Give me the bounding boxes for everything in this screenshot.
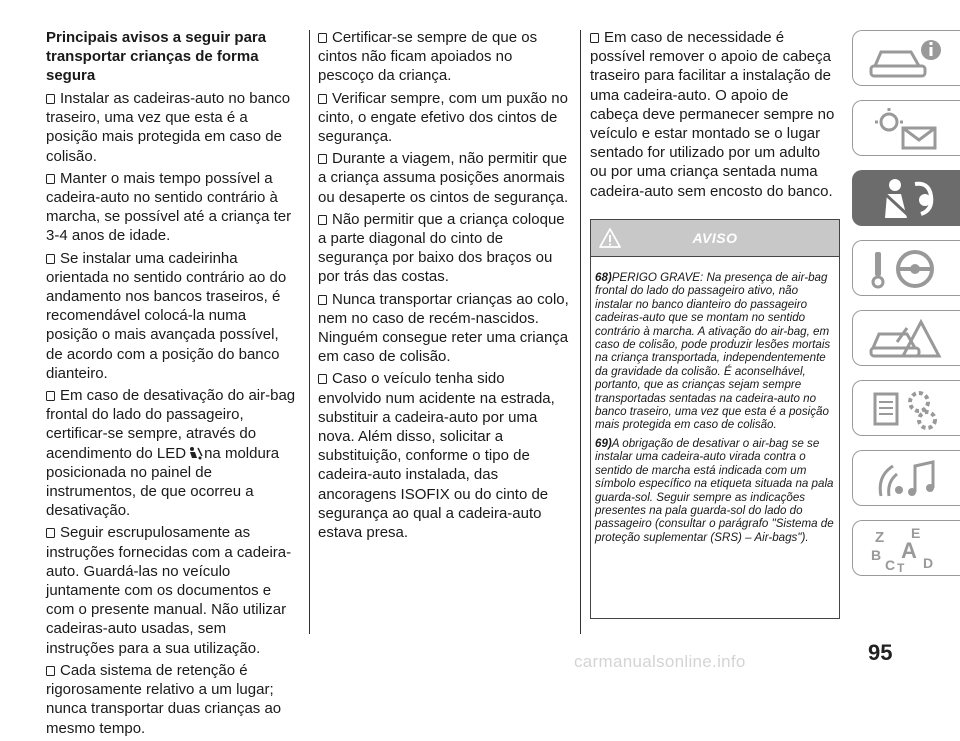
paragraph: Instalar as cadeiras-auto no banco traseiro, uma vez que esta é a posição mais protegida em caso de colisão.	[46, 90, 291, 165]
column-2	[318, 28, 570, 545]
index-letter: B	[871, 547, 882, 563]
column-3	[590, 28, 840, 204]
bullet-icon	[318, 154, 327, 164]
index-letter: A	[901, 538, 917, 563]
warning-lights-icon	[867, 106, 947, 152]
bullet-icon	[318, 33, 327, 43]
index-letter: C	[885, 557, 896, 572]
paragraph: Seguir escrupulosamente as instruções fornecidas com a cadeira-auto. Guardá-las no veículo juntamente com os documentos e com o presente manual. Não utilizar cadeiras-auto usadas, sem instruções para a sua utilização.	[46, 524, 292, 657]
page-number: 95	[868, 640, 893, 665]
watermark: carmanualsonline.info	[574, 652, 746, 671]
tab-safety[interactable]	[852, 170, 960, 226]
index-letter: Z	[875, 529, 885, 546]
warning-title: AVISO	[692, 230, 738, 246]
paragraph: Manter o mais tempo possível a cadeira-auto no sentido contrário à marcha, se possível até a criança ter 3-4 anos de idade.	[46, 169, 292, 245]
section-heading: Principais avisos a seguir para transportar crianças de forma segura	[46, 29, 267, 84]
tab-emergency[interactable]	[852, 310, 960, 366]
airbag-off-led-icon	[187, 446, 203, 460]
bullet-icon	[46, 666, 55, 676]
multimedia-icon	[867, 456, 947, 502]
tab-warning-lights[interactable]	[852, 100, 960, 156]
bullet-icon	[46, 174, 55, 184]
warning-note-68: 68)PERIGO GRAVE: Na presença de air-bag frontal do lado do passageiro ativo, não instalar no banco dianteiro do passageiro cadeiras-auto que se montam no sentido contrário à marcha. A ativação do air-bag, em caso de colisão, pode produzir lesões mortais na criança transportada, independentemente da gravidade da colisão. É aconselhável, portanto, que as crianças sejam sempre transportadas sentadas na cadeira-auto no banco traseiro, uma vez que esta é a posição mais protegida em caso de colisão.	[595, 271, 831, 432]
column-divider	[580, 30, 581, 634]
index-letter: T	[897, 561, 905, 572]
bullet-icon	[590, 33, 599, 43]
bullet-icon	[318, 94, 327, 104]
chapter-tabs	[852, 30, 960, 630]
bullet-icon	[46, 254, 55, 264]
column-divider	[309, 30, 310, 634]
warning-box	[590, 219, 840, 619]
warning-note-69: 69)A obrigação de desativar o air-bag se se instalar uma cadeira-auto virada contra o sentido de marcha está indicada com um símbolo específico na etiqueta situada na pala guarda-sol. Seguir sempre as indicações presentes na pala guarda-sol do lado do passageiro (consultar o parágrafo "Sistema de proteção suplementar (SRS) – Air-bags").	[595, 436, 834, 544]
bullet-icon	[318, 295, 327, 305]
paragraph: Cada sistema de retenção é rigorosamente relativo a um lugar; nunca transportar duas crianças ao mesmo tempo.	[46, 661, 282, 737]
warning-body	[591, 257, 839, 544]
column-1	[46, 28, 298, 741]
tab-starting-driving[interactable]	[852, 240, 960, 296]
paragraph: Caso o veículo tenha sido envolvido num acidente na estrada, substituir a cadeira-auto por uma nova. Além disso, solicitar a substituição, conforme o tipo de cadeira-auto instalada, das ancoragens ISOFIX ou do cinto de segurança ao qual a cadeira-auto estava presa.	[318, 370, 555, 542]
bullet-icon	[318, 215, 327, 225]
paragraph: Se instalar uma cadeirinha orientada no sentido contrário ao do andamento nos bancos traseiros, é recomendável colocá-la numa posição o mais avançada possível, de acordo com a posição do banco dianteiro.	[46, 249, 287, 382]
tab-multimedia[interactable]	[852, 450, 960, 506]
index-letter: D	[923, 555, 934, 571]
warning-header	[591, 220, 839, 257]
paragraph: Em caso de desativação do air-bag frontal do lado do passageiro, certificar-se sempre, através do acendimento do LED na moldura posicionada no painel de instrumentos, de que ocorreu a desativação.	[46, 387, 296, 520]
bullet-icon	[318, 374, 327, 384]
emergency-icon	[867, 316, 947, 362]
tab-maintenance[interactable]	[852, 380, 960, 436]
paragraph: Verificar sempre, com um puxão no cinto, o engate efetivo dos cintos de segurança.	[318, 89, 568, 146]
index-letter: E	[911, 526, 921, 541]
bullet-icon	[46, 94, 55, 104]
tab-car-info[interactable]	[852, 30, 960, 86]
maintenance-icon	[867, 386, 947, 432]
steering-key-icon	[867, 246, 947, 292]
paragraph: Nunca transportar crianças ao colo, nem no caso de recém-nascidos. Ninguém consegue reter uma criança em caso de colisão.	[318, 290, 569, 366]
bullet-icon	[46, 528, 55, 538]
paragraph: Em caso de necessidade é possível remover o apoio de cabeça traseiro para facilitar a instalação de uma cadeira-auto. O apoio de cabeça deve permanecer sempre no veículo e estar montado se o lugar sentado for utilizado por um adulto ou por uma criança sentada numa cadeira-auto sem encosto do banco.	[590, 29, 835, 200]
safety-seat-icon	[867, 176, 947, 222]
paragraph: Durante a viagem, não permitir que a criança assuma posições anormais ou desaperte os cintos de segurança.	[318, 150, 569, 206]
tab-index[interactable]	[852, 520, 960, 576]
car-info-icon	[867, 36, 947, 82]
paragraph: Não permitir que a criança coloque a parte diagonal do cinto de segurança por baixo dos braços ou por trás das costas.	[318, 210, 565, 286]
index-icon	[867, 526, 947, 572]
paragraph: Certificar-se sempre de que os cintos não ficam apoiados no pescoço da criança.	[318, 29, 538, 85]
bullet-icon	[46, 391, 55, 401]
